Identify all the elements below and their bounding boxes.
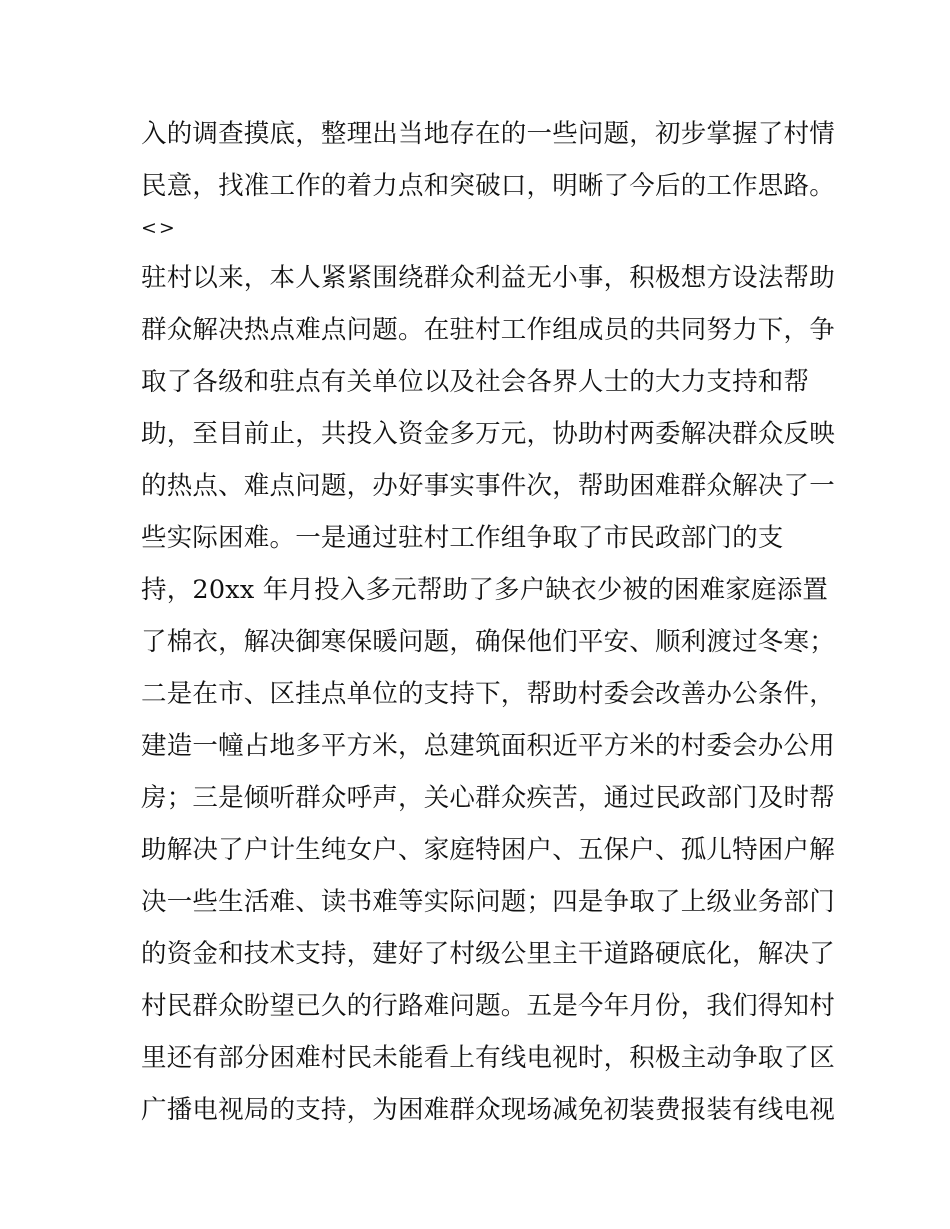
- text-line-8: 的热点、难点问题，办好事实事件次，帮助困难群众解决了一: [141, 471, 835, 501]
- text-line-6: 取了各级和驻点有关单位以及社会各界人士的大力支持和帮: [141, 367, 810, 397]
- text-line-17: 的资金和技术支持，建好了村级公里主干道路硬底化，解决了: [141, 939, 835, 969]
- text-line-2: 民意，找准工作的着力点和突破口，明晰了今后的工作思路。: [141, 171, 835, 201]
- text-line-1: 入的调查摸底，整理出当地存在的一些问题，初步掌握了村情: [141, 119, 835, 149]
- text-line-20: 广播电视局的支持，为困难群众现场减免初装费报装有线电视: [141, 1095, 835, 1125]
- text-line-11: 了棉衣，解决御寒保暖问题，确保他们平安、顺利渡过冬寒；: [141, 627, 835, 657]
- text-line-9: 些实际困难。一是通过驻村工作组争取了市民政部门的支: [141, 523, 784, 553]
- text-line-12: 二是在市、区挂点单位的支持下，帮助村委会改善办公条件，: [141, 679, 835, 709]
- text-line-13: 建造一幢占地多平方米，总建筑面积近平方米的村委会办公用: [141, 731, 835, 761]
- text-line-5: 群众解决热点难点问题。在驻村工作组成员的共同努力下，争: [141, 315, 835, 345]
- text-line-7: 助，至目前止，共投入资金多万元，协助村两委解决群众反映: [141, 419, 835, 449]
- document-body: [141, 108, 835, 1136]
- text-line-16: 决一些生活难、读书难等实际问题；四是争取了上级业务部门: [141, 887, 835, 917]
- text-line-19: 里还有部分困难村民未能看上有线电视时，积极主动争取了区: [141, 1043, 835, 1073]
- text-line-18: 村民群众盼望已久的行路难问题。五是今年月份，我们得知村: [141, 991, 835, 1021]
- text-line-4: 驻村以来，本人紧紧围绕群众利益无小事，积极想方设法帮助: [141, 263, 835, 293]
- text-line-14: 房；三是倾听群众呼声，关心群众疾苦，通过民政部门及时帮: [141, 783, 835, 813]
- section-marker: <>: [141, 217, 177, 239]
- text-line-10: 持，20xx 年月投入多元帮助了多户缺衣少被的困难家庭添置: [141, 575, 829, 605]
- text-line-15: 助解决了户计生纯女户、家庭特困户、五保户、孤儿特困户解: [141, 835, 835, 865]
